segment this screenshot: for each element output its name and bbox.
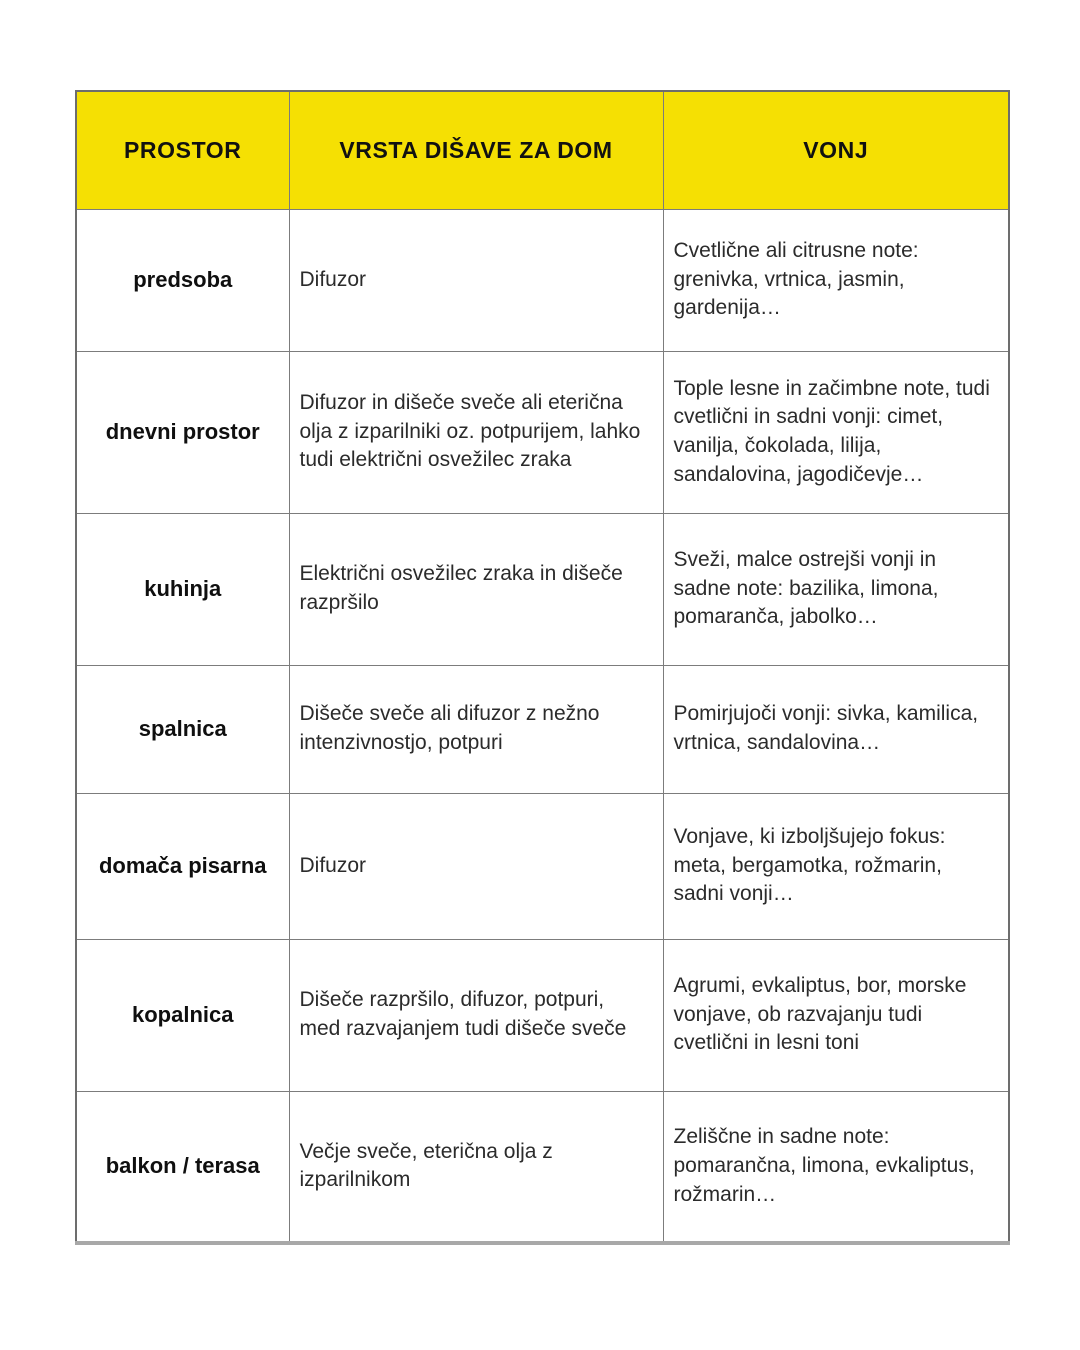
home-scent-table [75, 90, 1010, 1245]
table-row-spalnica [76, 665, 1009, 793]
scent-type-cell: Difuzor [289, 209, 663, 351]
table-row-predsoba [76, 209, 1009, 351]
scent-type-cell: Večje sveče, eterična olja z izparilnikom [289, 1091, 663, 1243]
room-cell: kopalnica [76, 939, 289, 1091]
header-cell-vonj: VONJ [663, 91, 1009, 209]
scent-type-cell: Difuzor in dišeče sveče ali eterična olja z izparilniki oz. potpurijem, lahko tudi električni osvežilec zraka [289, 351, 663, 513]
table-row-dnevni-prostor [76, 351, 1009, 513]
room-cell: domača pisarna [76, 793, 289, 939]
table-row-kopalnica [76, 939, 1009, 1091]
room-cell: predsoba [76, 209, 289, 351]
scent-notes-cell: Vonjave, ki izboljšujejo fokus: meta, bergamotka, rožmarin, sadni vonji… [663, 793, 1009, 939]
scent-notes-cell: Cvetlične ali citrusne note: grenivka, vrtnica, jasmin, gardenija… [663, 209, 1009, 351]
scent-type-cell: Dišeče razpršilo, difuzor, potpuri, med razvajanjem tudi dišeče sveče [289, 939, 663, 1091]
scent-notes-cell: Tople lesne in začimbne note, tudi cvetlični in sadni vonji: cimet, vanilja, čokolada, lilija, sandalovina, jagodičevje… [663, 351, 1009, 513]
scent-notes-cell: Agrumi, evkaliptus, bor, morske vonjave, ob razvajanju tudi cvetlični in lesni toni [663, 939, 1009, 1091]
scent-notes-cell: Zeliščne in sadne note: pomarančna, limona, evkaliptus, rožmarin… [663, 1091, 1009, 1243]
scent-notes-cell: Pomirjujoči vonji: sivka, kamilica, vrtnica, sandalovina… [663, 665, 1009, 793]
scent-notes-cell: Sveži, malce ostrejši vonji in sadne note: bazilika, limona, pomaranča, jabolko… [663, 513, 1009, 665]
header-cell-prostor: PROSTOR [76, 91, 289, 209]
table-row-kuhinja [76, 513, 1009, 665]
room-cell: balkon / terasa [76, 1091, 289, 1243]
table-row-balkon-terasa [76, 1091, 1009, 1243]
table-row-domaca-pisarna [76, 793, 1009, 939]
room-cell: kuhinja [76, 513, 289, 665]
scent-type-cell: Električni osvežilec zraka in dišeče razpršilo [289, 513, 663, 665]
scent-type-cell: Dišeče sveče ali difuzor z nežno intenzivnostjo, potpuri [289, 665, 663, 793]
header-row [76, 91, 1009, 209]
room-cell: dnevni prostor [76, 351, 289, 513]
scent-type-cell: Difuzor [289, 793, 663, 939]
header-cell-vrsta-disave: VRSTA DIŠAVE ZA DOM [289, 91, 663, 209]
room-cell: spalnica [76, 665, 289, 793]
